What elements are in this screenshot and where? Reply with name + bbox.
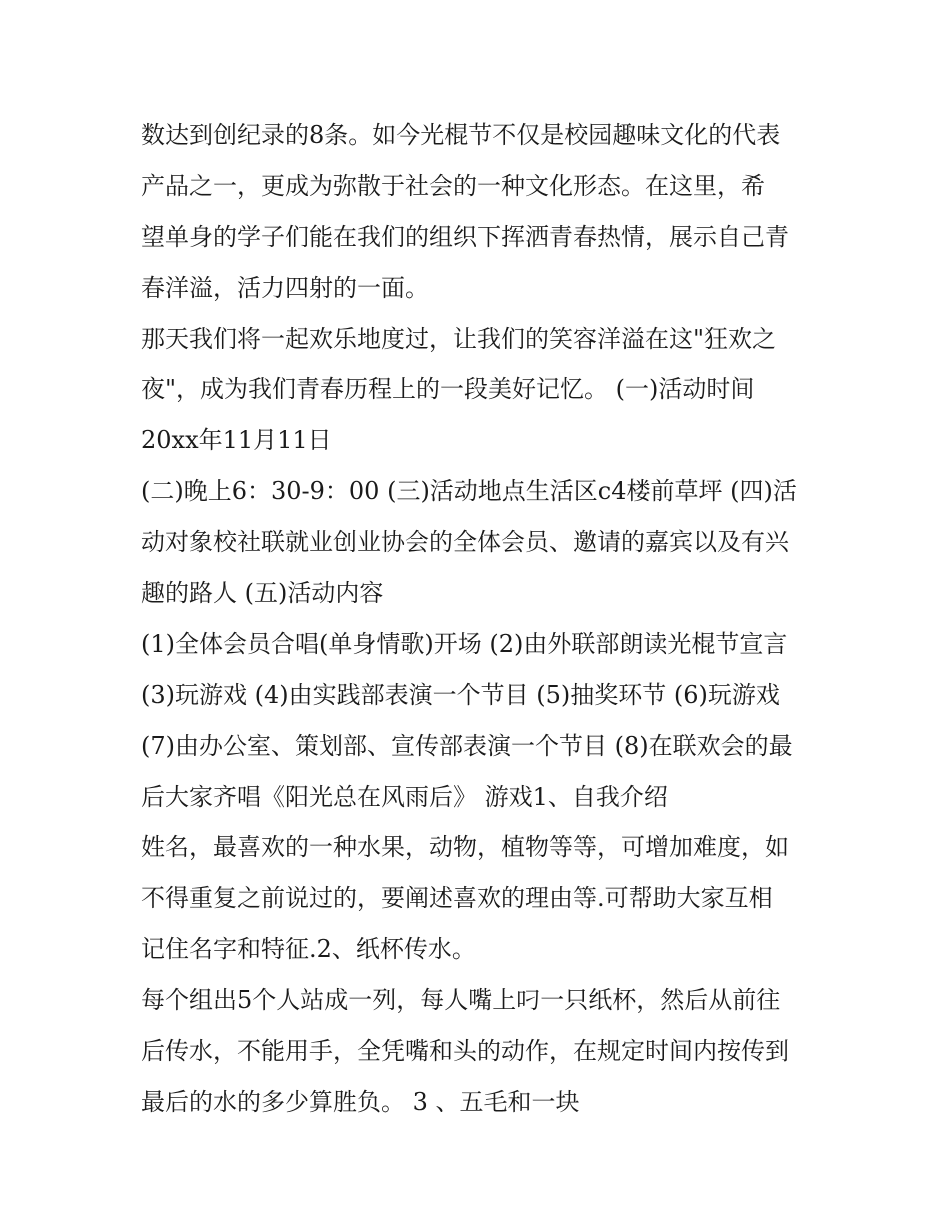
text-line: 每个组出5个人站成一列，每人嘴上叼一只纸杯，然后从前往: [141, 986, 781, 1015]
text-line: 最后的水的多少算胜负。 3 、五毛和一块: [141, 1087, 580, 1116]
text-line: (7)由办公室、策划部、宣传部表演一个节目 (8)在联欢会的最: [141, 731, 793, 760]
text-line: (3)玩游戏 (4)由实践部表演一个节目 (5)抽奖环节 (6)玩游戏: [141, 680, 780, 709]
text-line: (二)晚上6：30-9：00 (三)活动地点生活区c4楼前草坪 (四)活: [141, 477, 797, 506]
text-line: 春洋溢，活力四射的一面。: [141, 273, 429, 302]
body-text: [141, 110, 821, 1128]
text-line: 不得重复之前说过的，要阐述喜欢的理由等.可帮助大家互相: [141, 884, 773, 913]
text-line: 姓名，最喜欢的一种水果，动物，植物等等，可增加难度，如: [141, 833, 789, 862]
text-line: 20xx年11月11日: [141, 426, 332, 455]
text-line: 产品之一，更成为弥散于社会的一种文化形态。在这里，希: [141, 171, 765, 200]
text-line: 那天我们将一起欢乐地度过，让我们的笑容洋溢在这"狂欢之: [141, 324, 777, 353]
text-line: 望单身的学子们能在我们的组织下挥洒青春热情，展示自己青: [141, 222, 789, 251]
text-line: 记住名字和特征.2、纸杯传水。: [141, 935, 476, 964]
text-line: 动对象校社联就业创业协会的全体会员、邀请的嘉宾以及有兴: [141, 528, 789, 557]
text-line: 后大家齐唱《阳光总在风雨后》 游戏1、自我介绍: [141, 782, 668, 811]
text-line: (1)全体会员合唱(单身情歌)开场 (2)由外联部朗读光棍节宣言: [141, 629, 788, 658]
text-line: 夜"，成为我们青春历程上的一段美好记忆。 (一)活动时间: [141, 375, 755, 404]
text-line: 后传水，不能用手，全凭嘴和头的动作，在规定时间内按传到: [141, 1037, 789, 1066]
text-line: 趣的路人 (五)活动内容: [141, 579, 384, 608]
text-line: 数达到创纪录的8条。如今光棍节不仅是校园趣味文化的代表: [141, 121, 781, 149]
